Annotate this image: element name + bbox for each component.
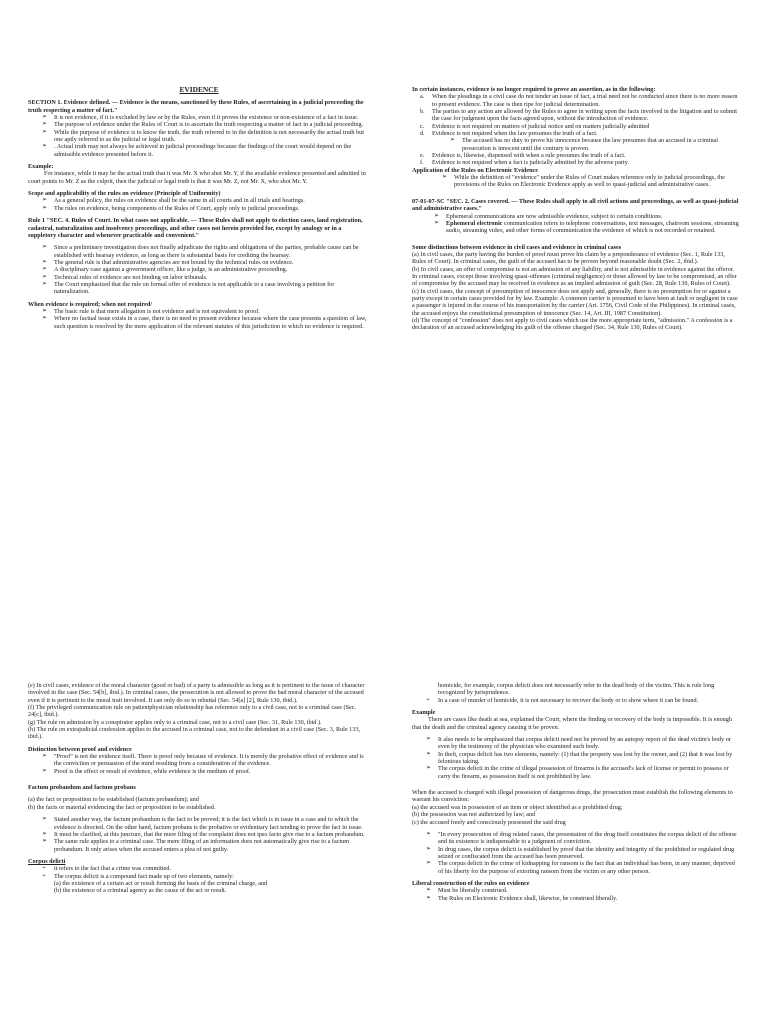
liberal-construction-bullets bbox=[412, 887, 740, 902]
list-item: ➢ "In every prosecution of drug related cases, the presentation of the drug itself constitutes the corpus delicti of the offense and its existence is indispensable to a judgment of conviction. bbox=[426, 831, 740, 846]
scope-heading: Scope and applicability of the rules on evidence (Principle of Uniformity) bbox=[28, 190, 221, 198]
list-item: ➢ As a general policy, the rules on evidence shall be the same in all courts and in all trials and hearings. bbox=[42, 197, 370, 204]
page2-left-column bbox=[28, 682, 370, 895]
example-text: There are cases like death at sea, explained the Court, where the finding or recovery of the body is impossible. It is enough that the death and the criminal agency causing it be proven. bbox=[412, 716, 732, 731]
required-heading: When evidence is required; when not required/ bbox=[28, 300, 152, 308]
list-item: ➢ A disciplinary case against a government officer, like a judge, is an administrative proceeding. bbox=[42, 266, 370, 273]
list-item: ➢ Ephemeral communications are now admissible evidence, subject to certain conditions. bbox=[434, 213, 740, 220]
page2-right-column bbox=[412, 682, 740, 902]
list-item: c. Evidence is not required on matters of judicial notice and on matters judicially admitted bbox=[420, 122, 650, 130]
rule1-heading: Rule 1 "SEC. 4. Rules of Court. In what cases not applicable. — These Rules shall not apply to election cases, land registration, cadastral, naturalization and insolvency proceedings, and other cases not herein provided for, except by analogy or in a suppletory character and whenever practicable and convenient." bbox=[28, 217, 363, 239]
list-item: ➢ "Proof" is not the evidence itself. There is proof only because of evidence. It is merely the probative effect of evidence and is the conviction or persuasion of the mind resulting from a consideration of the evidence. bbox=[42, 753, 370, 768]
list-item: ➢ In drug cases, the corpus delicti is established by proof that the identity and integrity of the prohibited or regulated drug seized or confiscated from the accused has been preserved. bbox=[426, 846, 740, 861]
example-text: For instance, while it may be the actual truth that it was Mr. X who shot Mr. Y, if the available evidence presented and admitted in court points to Mr. Z as the culprit, then the judicial or legal truth is that it was Mr. Z, not Mr. X, who shot Mr. Y. bbox=[28, 170, 366, 185]
list-item: a. When the pleadings in a civil case do not tender an issue of fact, a trial need not be conducted since there is no more reason to present evidence. The case is then ripe for judicial determination. bbox=[420, 93, 738, 108]
distinctions-heading: Some distinctions between evidence in civil cases and evidence in criminal cases bbox=[412, 243, 622, 251]
list-item: ➢ It also needs to be emphasized that corpus delicti need not be proved by an autopsy report of the dead victim's body or even by the testimony of the physician who examined such body. bbox=[426, 736, 740, 751]
factum-line: (b) the facts or material evidencing the fact or proposition to be established. bbox=[28, 803, 216, 811]
rule1-bullets bbox=[28, 244, 370, 295]
corpus-delicti-bullets bbox=[28, 865, 370, 880]
factum-bullets bbox=[28, 816, 370, 853]
list-item: ➢ In theft, corpus delicti has two elements, namely: (1) that the property was lost by the owner, and (2) that it was lost by felonious taking. bbox=[426, 751, 740, 766]
corpus-line: (a) the existence of a certain act or result forming the basis of the criminal charge, and bbox=[54, 879, 268, 887]
proof-evidence-heading: Distinction between proof and evidence bbox=[28, 745, 132, 753]
corpus-delicti-heading: Corpus delicti bbox=[28, 857, 66, 865]
instances-heading: In certain instances, evidence is no longer required to prove an assertion, as in the following: bbox=[412, 86, 656, 93]
section1-heading: SECTION 1. Evidence defined. — Evidence is the means, sanctioned by these Rules, of ascertaining in a judicial proceeding the truth respecting a matter of fact." bbox=[28, 99, 364, 114]
section2-bullets bbox=[412, 213, 740, 235]
drugs-line: (a) the accused was in possession of an item or object identified as a prohibited drug; bbox=[412, 803, 623, 811]
list-item: ➢ It must be clarified, at this juncture, that the mere filing of the complaint does not ipso facto give rise to a factum probandum. bbox=[42, 831, 370, 838]
factum-line: (a) the fact or proposition to be established (factum probandum); and bbox=[28, 796, 199, 804]
list-item: ➢ It is not evidence, if it is excluded by law or by the Rules, even if it proves the existence or non-existence of a fact in issue. bbox=[42, 114, 370, 121]
presumption-bullet bbox=[412, 137, 740, 152]
list-item: ➢ . Actual truth may not always be achieved in judicial proceedings because the findings of the court would depend on the admissible evidence presented before it. bbox=[42, 143, 370, 158]
page1-right-column bbox=[412, 86, 740, 332]
list-item: ➢ The rules on evidence, being components of the Rules of Court, apply only to judicial proceedings. bbox=[42, 205, 370, 212]
drugs-line: (c) the accused freely and consciously possessed the said drug bbox=[412, 818, 566, 826]
list-item: ➢ The Rules on Electronic Evidence shall, likewise, be construed liberally. bbox=[426, 895, 740, 902]
example-label: Example: bbox=[28, 163, 54, 171]
list-item: ➢ The corpus delicti in the crime of kidnapping for ransom is the fact that an individual has been, in any manner, deprived of his liberty for the purpose of extorting ransom from the victim or any other person. bbox=[426, 860, 740, 875]
list-item: ➢ The accused has no duty to prove his innocence because the law presumes that an accused in a criminal prosecution is innocent until the contrary is proven. bbox=[450, 137, 740, 152]
drugs-intro: When the accused is charged with illegal possession of dangerous drugs, the prosecution must establish the following elements to warrant his conviction: bbox=[412, 789, 733, 804]
list-item: ➢ Stated another way, the factum probandum is the fact to be proved; it is the fact which is in issue in a case and to which the evidence is directed. On the other hand, factum probans is the probative or evidentiary fact tending to prove the fact in issue. bbox=[42, 816, 370, 831]
proof-evidence-bullets bbox=[28, 753, 370, 775]
electronic-evidence-bullet bbox=[412, 174, 740, 189]
list-item: f. Evidence is not required when a fact is judicially admitted by the adverse party. bbox=[420, 159, 629, 167]
continued-paragraph: homicide, for example, corpus delicti does not necessarily refer to the dead body of the victim. This is rule long recognized by jurisprudence. bbox=[438, 682, 715, 697]
list-item: ➢ The corpus delicti is a compound fact made up of two elements, namely: bbox=[42, 873, 370, 880]
corpus-line: (b) the existence of a criminal agency as the cause of the act or result. bbox=[54, 887, 227, 895]
paragraph: (f) The privileged communication rule on patientphysician relationship has reference only to a civil case, not to a criminal case (Sec. 24[c], ibid.). bbox=[28, 704, 357, 719]
list-item: ➢ The general rule is that administrative agencies are not bound by the technical rules on evidence. bbox=[42, 259, 370, 266]
electronic-evidence-heading: Application of the Rules on Electronic Evidence bbox=[412, 166, 539, 174]
ephemeral-term: Ephemeral electronic bbox=[446, 219, 503, 227]
drugs-bullets bbox=[412, 831, 740, 875]
instances-list bbox=[412, 93, 740, 137]
list-item: ➢ The basic rule is that mere allegation is not evidence and is not equivalent to proof. bbox=[42, 308, 370, 315]
distinction-paragraph: (c) In civil cases, the concept of presumption of innocence does not apply and, generally, there is no presumption for or against a party except in certain cases provided for by law. Example: A common carrier is presumed to have been at fault or negligent in case a passenger is injured in the course of his transportation by the carrier (Art. 1756, Civil Code of the Philippines). In criminal cases, the accused enjoys the constitutional presumption of innocence (Sec. 14, Art. III, 1987 Constitution). bbox=[412, 287, 738, 317]
distinction-paragraph: (a) In civil cases, the party having the burden of proof must prove his claim by a preponderance of evidence (Sec. 1, Rule 133, Rules of Court). In criminal cases, the guilt of the accused has to be proven beyond reasonable doubt (Sec. 2, ibid.). bbox=[412, 250, 725, 266]
drugs-line: (b) the possession was not authorized by law; and bbox=[412, 811, 536, 819]
liberal-construction-heading: Liberal construction of the rules on evidence bbox=[412, 879, 530, 887]
list-item: ➢ In a case of murder of homicide, it is not necessary to recover the body or to show where it can be found. bbox=[426, 697, 740, 704]
list-item: ➢ Technical rules of evidence are not binding on labor tribunals. bbox=[42, 274, 370, 281]
instances-list-continued bbox=[412, 152, 740, 167]
list-item: ➢ Where no factual issue exists in a case, there is no need to present evidence because where the case presents a question of law, such question is resolved by the mere application of the relevant statutes of this jurisdiction to which no evidence is required. bbox=[42, 315, 370, 330]
list-item: d. Evidence is not required when the law presumes the truth of a fact. bbox=[420, 130, 598, 138]
list-item: e. Evidence is, likewise, dispensed with when a rule presumes the truth of a fact. bbox=[420, 152, 626, 160]
list-item: ➢ Must be liberally construed. bbox=[426, 887, 740, 894]
example-heading: Example bbox=[412, 709, 436, 717]
distinction-paragraph: (d) The concept of "confession" does not apply to civil cases which use the more appropriate term, "admission." A confession is a declaration of an accused acknowledging his guilt of the offense charged (Sec. 34, Rule 130, Rules of Court). bbox=[412, 316, 733, 332]
list-item: ➢ The Court emphasized that the rule on formal offer of evidence is not applicable to a case involving a petition for naturalization. bbox=[42, 281, 370, 296]
list-item: b. The parties to any action are allowed by the Rules to agree in writing upon the facts involved in the litigation and to submit the case for judgment upon the facts agreed upon, without the introduction of evidence. bbox=[420, 108, 738, 123]
list-item: ➢ Ephemeral electronic communication refers to telephone conversations, text messages, chatroom sessions, streaming audio, streaming video, and other forms of communication the evidence of which is not recorded or retained. bbox=[434, 220, 740, 235]
factum-heading: Factum probandum and factum probans bbox=[28, 784, 136, 792]
list-item: ➢ Since a preliminary investigation does not finally adjudicate the rights and obligations of the parties, probable cause can be established with hearsay evidence, as long as there is substantial basis for crediting the hearsay. bbox=[42, 244, 370, 259]
distinction-paragraph: (b) In civil cases, an offer of compromise is not an admission of any liability, and is not admissible in evidence against the offeror. In criminal cases, except those involving quasi-offenses (criminal negligence) or those allowed by law to be compromised, an offer of compromise by the accused may be received in evidence as an implied admission of guilt (Sec. 28, Rule 130, Rules of Court). bbox=[412, 265, 737, 288]
section1-bullets bbox=[28, 114, 370, 158]
corpus-examples-bullets bbox=[412, 736, 740, 780]
document-title: EVIDENCE bbox=[179, 85, 219, 94]
list-item: ➢ While the purpose of evidence is to know the truth, the truth referred to in the definition is not necessarily the actual truth but one aptly referred to as the judicial or legal truth. bbox=[42, 129, 370, 144]
list-item: ➢ The purpose of evidence under the Rules of Court is to ascertain the truth respecting a matter of fact in a judicial proceeding. bbox=[42, 121, 370, 128]
murder-bullet bbox=[412, 697, 740, 704]
list-item: ➢ Proof is the effect or result of evidence, while evidence is the medium of proof. bbox=[42, 768, 370, 775]
list-item: ➢ While the definition of "evidence" under the Rules of Court makes reference only to judicial proceedings, the provisions of the Rules on Electronic Evidence apply as well to quasi-judicial and administrative cases. bbox=[442, 174, 740, 189]
paragraph: (e) In civil cases, evidence of the moral character (good or bad) of a party is admissible as long as it is pertinent to the issue of character involved in the case (Sec. 54[b], ibid.). In criminal cases, the prosecution is not allowed to prove the bad moral character of the accused even if it is pertinent to the moral trait involved. It can only do so in rebuttal (Sec. 54[a] [2], Rule 130, ibid.). bbox=[28, 682, 365, 704]
section2-heading: 07-01-07-SC "SEC. 2. Cases covered. — These Rules shall apply to all civil actions and proceedings, as well as quasi-judicial and administrative cases." bbox=[412, 197, 739, 213]
list-item: ➢ The corpus delicti in the crime of illegal possession of firearms is the accused's lack of license or permit to possess or carry the firearm, as possession itself is not prohibited by law. bbox=[426, 765, 740, 780]
list-item: ➢ The same rule applies to a criminal case. The mere filing of an information does not automatically give rise to a factum probandum. It only arises when the accused enters a plea of not guilty. bbox=[42, 838, 370, 853]
required-bullets bbox=[28, 308, 370, 330]
scope-bullets bbox=[28, 197, 370, 212]
paragraph: (g) The rule on admission by a conspirator applies only to a criminal case, not to a civil case (Sec. 31, Rule 130, ibid.). bbox=[28, 718, 322, 726]
list-item: ➢ it refers to the fact that a crime was committed. bbox=[42, 865, 370, 872]
paragraph: (h) The rule on extrajudicial confession applies to the accused in a criminal case, not to the defendant in a civil case (Sec. 3, Rule 133, ibid.). bbox=[28, 726, 361, 741]
page1-left-column bbox=[28, 86, 370, 330]
